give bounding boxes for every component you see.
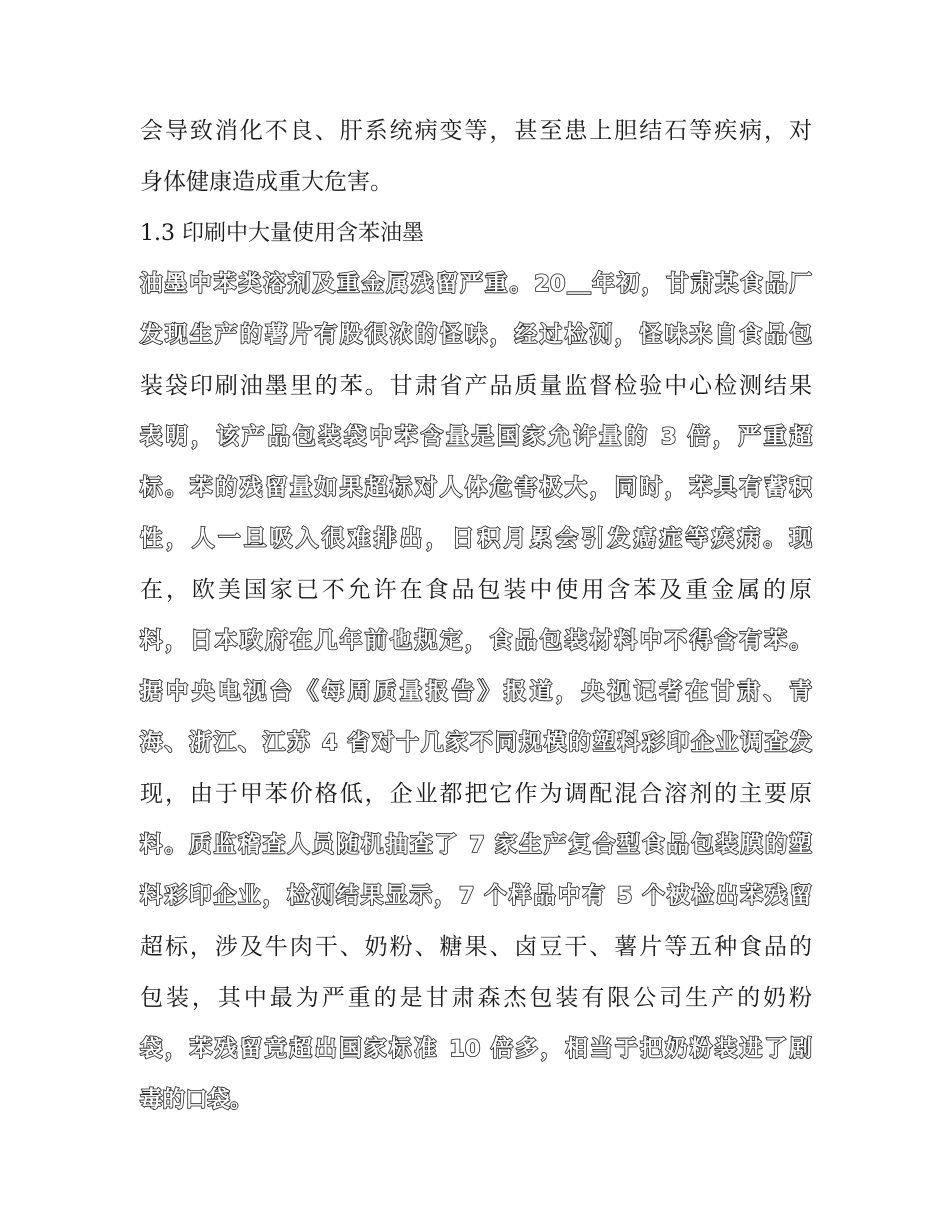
text-line: 料。质监稽查人员随机抽查了 7 家生产复合型食品包装膜的塑 [140,832,812,858]
text-line: 海、浙江、江苏 4 省对十几家不同规模的塑料彩印企业调查发 [140,730,812,756]
text-line: 现，由于甲苯价格低，企业都把它作为调配混合溶剂的主要原 [140,781,812,807]
text-line: 料彩印企业，检测结果显示，7 个样品中有 5 个被检出苯残留 [140,883,812,909]
text-line: 会导致消化不良、肝系统病变等，甚至患上胆结石等疾病，对 [140,118,812,144]
text-line: 料，日本政府在几年前也规定，食品包装材料中不得含有苯。 [140,628,812,654]
text-line: 在，欧美国家已不允许在食品包装中使用含苯及重金属的原 [140,577,812,603]
text-line: 发现生产的薯片有股很浓的怪味，经过检测，怪味来自食品包 [140,322,812,348]
document-body [140,106,812,1126]
section-heading: 1.3 印刷中大量使用含苯油墨 [140,221,424,246]
text-line: 据中央电视台《每周质量报告》报道，央视记者在甘肃、青 [140,679,812,705]
text-line: 装袋印刷油墨里的苯。甘肃省产品质量监督检验中心检测结果 [140,373,812,399]
text-line: 包装，其中最为严重的是甘肃森杰包装有限公司生产的奶粉 [140,985,812,1011]
text-line: 袋，苯残留竟超出国家标准 10 倍多，相当于把奶粉装进了剧 [140,1036,812,1062]
text-line: 超标，涉及牛肉干、奶粉、糖果、卤豆干、薯片等五种食品的 [140,934,812,960]
text-line: 油墨中苯类溶剂及重金属残留严重。20＿年初，甘肃某食品厂 [140,271,812,297]
text-line: 身体健康造成重大危害。 [140,169,393,195]
text-line: 标。苯的残留量如果超标对人体危害极大，同时，苯具有蓄积 [140,475,812,501]
text-line: 毒的口袋。 [140,1087,253,1113]
text-line: 表明，该产品包装袋中苯含量是国家允许量的 3 倍，严重超 [140,424,812,450]
text-line: 性，人一旦吸入很难排出，日积月累会引发癌症等疾病。现 [140,526,812,552]
